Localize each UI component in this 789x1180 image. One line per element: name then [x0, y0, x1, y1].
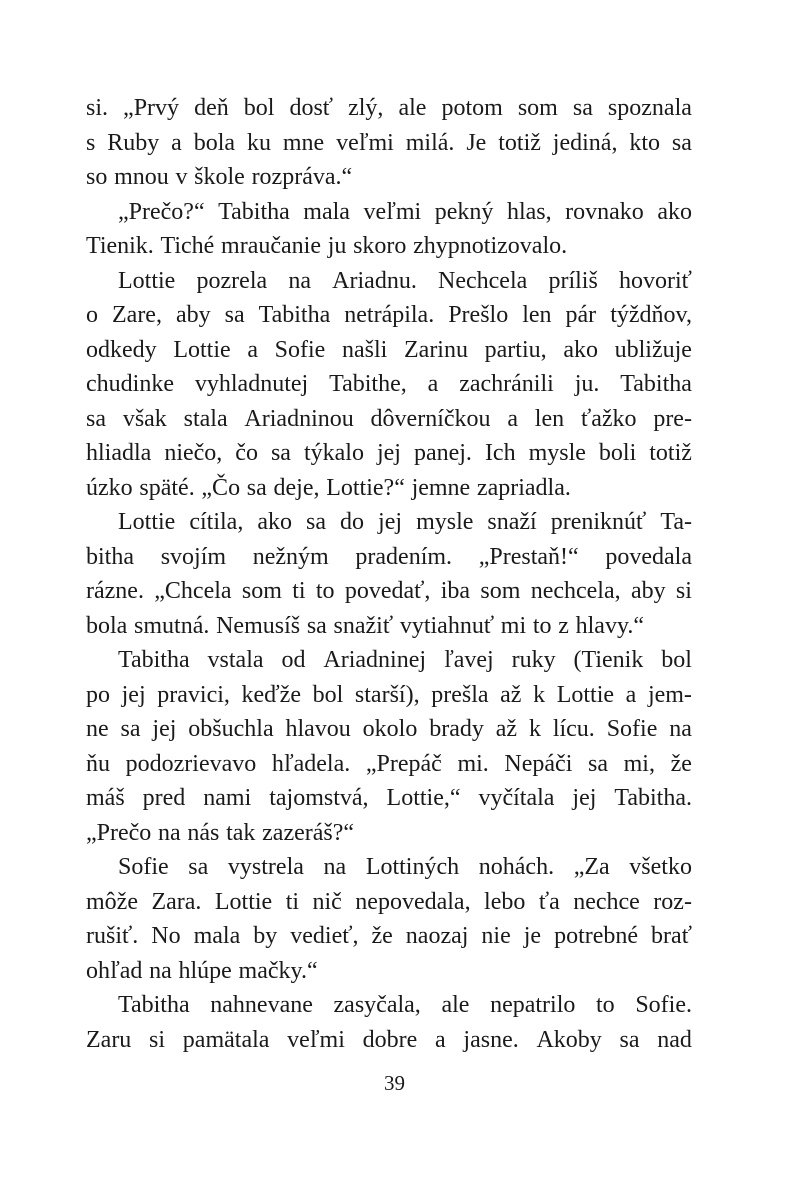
word: ti — [285, 888, 300, 915]
word: rozpráva.“ — [251, 164, 353, 190]
word: Sofie — [274, 336, 326, 363]
word: Lottie?“ — [326, 474, 405, 501]
text-line — [86, 781, 692, 816]
word: ako — [657, 198, 692, 225]
word: pradením. — [355, 543, 453, 570]
word: tak — [226, 819, 256, 846]
paragraph — [86, 643, 692, 850]
word: mala — [303, 198, 350, 225]
word: Zarinu — [404, 336, 468, 363]
word: ťažko — [580, 405, 637, 432]
word: Tabitha — [620, 371, 692, 397]
word: dobre — [362, 1026, 418, 1053]
word: však — [122, 405, 167, 432]
word: lebo — [484, 888, 526, 915]
word: s — [86, 129, 96, 156]
word: vyčítala — [478, 785, 555, 811]
word: zachránili — [459, 371, 554, 397]
word: ju. — [574, 371, 600, 397]
word: Tiché — [160, 233, 215, 259]
text-line — [86, 91, 692, 126]
paragraph — [86, 264, 692, 506]
word: aby — [175, 302, 211, 328]
word: Ariadnu. — [332, 267, 417, 294]
text-line — [86, 540, 692, 575]
word: (Tienik — [573, 647, 644, 673]
word: ľavej — [443, 647, 494, 673]
word: jej — [572, 785, 597, 811]
word: to — [596, 992, 615, 1018]
text-line — [86, 678, 692, 713]
word: týkalo — [303, 440, 364, 466]
word: ohľad — [86, 957, 143, 984]
word: tajomstvá, — [269, 785, 369, 811]
word: niečo, — [164, 440, 223, 466]
word: smutná. — [134, 612, 210, 639]
word: len — [534, 405, 565, 432]
word: bol — [312, 681, 344, 708]
word: aby — [630, 578, 666, 604]
text-line — [86, 126, 692, 161]
word: nepatrilo — [490, 992, 576, 1018]
word: keďže — [241, 681, 301, 708]
word: potom — [441, 95, 503, 121]
word: nežným — [252, 543, 329, 570]
word: a — [435, 1026, 446, 1053]
word: jej — [121, 681, 146, 708]
word: nechcela, — [530, 578, 621, 604]
word: bitha — [86, 543, 134, 570]
word: Zaru — [86, 1026, 132, 1053]
word: na — [669, 716, 692, 742]
word: „Za — [573, 854, 610, 880]
text-line — [86, 367, 692, 402]
word: partiu, — [484, 336, 547, 363]
word: ju — [327, 233, 347, 259]
word: ťa — [538, 888, 560, 915]
word: Ta- — [660, 509, 692, 535]
word: až — [495, 716, 518, 742]
word: to — [315, 578, 335, 604]
text-line — [86, 816, 692, 851]
text-line — [86, 885, 692, 920]
word: všetko — [629, 854, 692, 880]
word: mnou — [114, 164, 169, 190]
word: na — [323, 854, 347, 880]
word: veľmi — [287, 1026, 345, 1053]
word: Lottie — [118, 267, 176, 294]
paragraph — [86, 91, 692, 195]
word: skoro — [353, 233, 407, 259]
word: jediná, — [552, 129, 618, 156]
text-line — [86, 160, 692, 195]
word: k — [533, 681, 546, 708]
word: sa — [86, 405, 106, 432]
word: sa — [619, 1026, 640, 1053]
word: ale — [398, 95, 427, 121]
word: hlúpe — [178, 957, 232, 984]
word: dôverníčkou — [370, 405, 491, 432]
word: jemne — [411, 474, 471, 501]
word: to — [532, 612, 552, 639]
word: že — [371, 923, 393, 949]
word: nepovedala, — [355, 888, 471, 915]
word: vytiahnuť — [399, 612, 495, 639]
word: Tabitha — [258, 302, 331, 328]
word: našli — [342, 336, 388, 363]
word: veľmi — [336, 129, 394, 156]
word: jem- — [647, 681, 692, 708]
word: rušiť. — [86, 923, 139, 949]
word: Lottiných — [365, 854, 460, 880]
paragraph — [86, 195, 692, 264]
word: bol — [661, 647, 692, 673]
word: mysle — [528, 440, 586, 466]
word: nami — [203, 785, 252, 811]
word: „Prestaň!“ — [478, 543, 579, 570]
word: zhypnotizovalo. — [413, 233, 568, 259]
word: ako — [563, 336, 598, 363]
word: si. — [86, 95, 109, 121]
word: sa — [306, 612, 327, 639]
word: Ich — [484, 440, 516, 466]
word: Sofie — [606, 716, 658, 742]
word: do — [340, 509, 365, 535]
word: rázne. — [86, 578, 144, 604]
word: stala — [183, 405, 228, 432]
word: po — [86, 681, 110, 708]
word: okolo — [362, 716, 418, 742]
word: jej — [376, 440, 401, 466]
word: sa — [224, 302, 245, 328]
text-line — [86, 988, 692, 1023]
word: na — [149, 957, 172, 984]
word: dosť — [289, 95, 334, 121]
word: Prešlo — [448, 302, 509, 328]
word: ako — [257, 509, 292, 535]
word: škole — [194, 164, 245, 190]
word: starší), — [354, 681, 420, 708]
word: „Prečo?“ — [118, 198, 205, 225]
text-line — [86, 505, 692, 540]
word: roz- — [653, 888, 692, 915]
word: príliš — [548, 267, 598, 294]
word: mačky.“ — [238, 957, 318, 984]
word: zazeráš?“ — [262, 819, 355, 846]
word: vedieť, — [290, 923, 359, 949]
word: „Prečo — [86, 819, 152, 846]
word: Tienik. — [86, 233, 154, 259]
text-line — [86, 574, 692, 609]
paragraph — [86, 850, 692, 988]
word: zlý, — [348, 95, 384, 121]
word: mysle — [416, 509, 474, 535]
word: nohách. — [478, 854, 555, 880]
word: pamätala — [182, 1026, 270, 1053]
word: totiž — [649, 440, 692, 466]
word: Je — [466, 129, 487, 156]
text-line — [86, 229, 692, 264]
word: Akoby — [536, 1026, 602, 1053]
word: môže — [86, 888, 138, 915]
word: prešla — [431, 681, 489, 708]
word: nič — [312, 888, 342, 915]
word: cítila, — [189, 509, 244, 535]
word: som — [517, 95, 558, 121]
word: od — [281, 647, 306, 673]
word: späté. — [139, 474, 195, 501]
word: na — [158, 819, 181, 846]
word: a — [625, 681, 637, 708]
word: chudinke — [86, 371, 174, 397]
word: ti — [292, 578, 306, 604]
word: ubližuje — [614, 336, 692, 363]
word: bola — [193, 129, 236, 156]
word: Ariadninou — [244, 405, 354, 432]
word: čo — [235, 440, 258, 466]
word: hovoriť — [619, 267, 692, 294]
word: sa — [572, 95, 593, 121]
text-line — [86, 609, 692, 644]
word: milá. — [405, 129, 455, 156]
word: hlas, — [506, 198, 552, 225]
word: brady — [429, 716, 484, 742]
word: mi, — [623, 750, 655, 777]
paragraph — [86, 988, 692, 1057]
word: vstala — [207, 647, 264, 673]
word: som — [241, 578, 282, 604]
word: Lottie,“ — [386, 785, 461, 811]
word: je — [523, 923, 542, 949]
word: Ariadninej — [323, 647, 427, 673]
word: k — [528, 716, 541, 742]
word: sa — [246, 474, 267, 501]
word: bola — [86, 612, 128, 639]
word: mne — [282, 129, 325, 156]
word: jej — [152, 716, 177, 742]
word: jasne. — [463, 1026, 519, 1053]
word: hlavy.“ — [575, 612, 645, 639]
text-line — [86, 264, 692, 299]
word: ruky — [511, 647, 556, 673]
word: nahnevane — [210, 992, 313, 1018]
text-line — [86, 298, 692, 333]
word: pekný — [434, 198, 494, 225]
word: Lottie — [118, 509, 176, 535]
word: nie — [481, 923, 511, 949]
word: Tabitha — [118, 647, 190, 673]
word: si — [675, 578, 692, 604]
word: snažiť — [333, 612, 394, 639]
word: sa — [671, 129, 692, 156]
word: Ruby — [107, 129, 160, 156]
word: hliadla — [86, 440, 152, 466]
text-line — [86, 436, 692, 471]
word: a — [171, 129, 182, 156]
word: so — [86, 164, 108, 190]
word: mi — [500, 612, 527, 639]
text-line — [86, 471, 692, 506]
word: sa — [270, 440, 291, 466]
word: spoznala — [607, 95, 692, 121]
word: hľadela. — [271, 750, 351, 777]
page-text — [86, 91, 692, 1057]
word: ku — [246, 129, 271, 156]
word: Nepáči — [504, 750, 573, 777]
word: a — [427, 371, 439, 397]
word: sa — [120, 716, 141, 742]
word: týždňov, — [610, 302, 692, 328]
word: pred — [142, 785, 186, 811]
word: Sofie — [118, 854, 169, 880]
word: bol — [243, 95, 275, 121]
word: zasyčala, — [333, 992, 421, 1018]
word: si — [149, 1026, 166, 1053]
word: Sofie. — [635, 992, 692, 1018]
text-line — [86, 954, 692, 989]
text-line — [86, 333, 692, 368]
text-line — [86, 850, 692, 885]
word: zapriadla. — [476, 474, 571, 501]
word: podozrievavo — [125, 750, 257, 777]
word: len — [522, 302, 552, 328]
word: „Prvý — [123, 95, 180, 121]
text-line — [86, 643, 692, 678]
word: o — [86, 302, 98, 328]
word: a — [247, 336, 258, 363]
word: nechce — [573, 888, 640, 915]
word: boli — [598, 440, 637, 466]
word: ale — [441, 992, 470, 1018]
word: Tabitha. — [614, 785, 692, 811]
text-line — [86, 919, 692, 954]
word: pravici, — [157, 681, 230, 708]
word: pozrela — [196, 267, 268, 294]
page-number: 39 — [384, 1071, 405, 1095]
word: až — [500, 681, 522, 708]
word: Tabithe, — [329, 371, 407, 397]
word: iba — [440, 578, 471, 604]
word: nad — [657, 1026, 692, 1053]
word: nás — [187, 819, 220, 846]
word: že — [670, 750, 692, 777]
text-line — [86, 747, 692, 782]
word: Lottie — [214, 888, 273, 915]
word: No — [151, 923, 181, 949]
word: brať — [651, 923, 692, 949]
word: mi. — [457, 750, 489, 777]
word: veľmi — [363, 198, 422, 225]
word: hlavou — [285, 716, 351, 742]
word: totiž — [498, 129, 541, 156]
word: vystrela — [227, 854, 304, 880]
word: „Čo — [201, 474, 241, 501]
word: mraučanie — [221, 233, 321, 259]
word: svojím — [160, 543, 227, 570]
word: deje, — [273, 474, 320, 501]
word: povedala — [605, 543, 692, 570]
word: obšuchla — [188, 716, 274, 742]
word: som — [480, 578, 521, 604]
word: „Chcela — [154, 578, 232, 604]
word: v — [175, 164, 188, 190]
word: Nechcela — [438, 267, 528, 294]
paragraph — [86, 505, 692, 643]
word: jej — [378, 509, 403, 535]
word: potrebné — [554, 923, 639, 949]
word: sa — [588, 750, 609, 777]
word: ne — [86, 716, 109, 742]
word: Lottie — [556, 681, 615, 708]
word: povedať, — [344, 578, 431, 604]
text-line — [86, 1023, 692, 1058]
word: odkedy — [86, 336, 157, 363]
word: deň — [194, 95, 229, 121]
text-line — [86, 712, 692, 747]
text-line — [86, 402, 692, 437]
word: Lottie — [173, 336, 231, 363]
word: kto — [629, 129, 661, 156]
word: preniknúť — [550, 509, 647, 535]
word: sa — [188, 854, 209, 880]
text-line — [86, 195, 692, 230]
word: pár — [565, 302, 597, 328]
word: netrápila. — [344, 302, 435, 328]
word: panej. — [413, 440, 472, 466]
word: máš — [86, 785, 125, 811]
word: rovnako — [565, 198, 644, 225]
word: sa — [306, 509, 327, 535]
word: lícu. — [552, 716, 595, 742]
word: snaží — [487, 509, 537, 535]
word: mala — [193, 923, 241, 949]
word: na — [288, 267, 311, 294]
word: Zare, — [112, 302, 162, 328]
word: úzko — [86, 474, 133, 501]
word: Tabitha — [218, 198, 290, 225]
word: z — [558, 612, 569, 639]
word: ňu — [86, 750, 110, 777]
word: Zara. — [151, 888, 202, 915]
word: naozaj — [405, 923, 469, 949]
word: a — [507, 405, 518, 432]
word: Tabitha — [118, 992, 190, 1018]
word: vyhladnutej — [194, 371, 309, 397]
word: pre- — [653, 405, 692, 432]
word: by — [253, 923, 278, 949]
word: Nemusíš — [216, 612, 301, 639]
word: „Prepáč — [365, 750, 442, 777]
